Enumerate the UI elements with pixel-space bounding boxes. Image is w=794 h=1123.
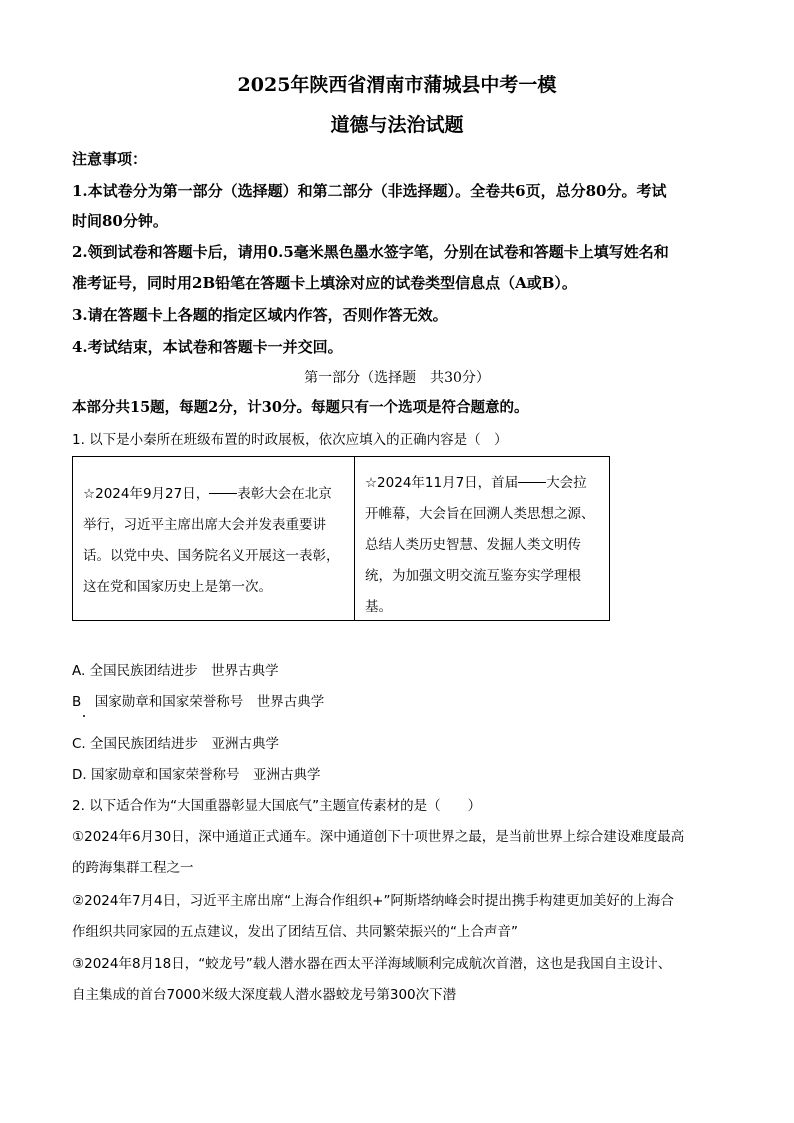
- notice-line: 准考证号，同时用2B铅笔在答题卡上填涂对应的试卷类型信息点（A或B）。: [72, 274, 577, 292]
- question-1-right-text-before: ☆2024年11月7日，首届: [364, 475, 519, 491]
- question-1-left-cell: [73, 457, 355, 620]
- question-1-left-text-after: 表彰大会在北京举行，习近平主席出席大会并发表重要讲话。以党中央、国务院名义开展这一表彰，这在党和国家历史上是第一次。: [83, 486, 340, 595]
- section-title: 第一部分（选择题 共30分）: [304, 370, 490, 386]
- section-intro: 本部分共15题，每题2分，计30分。每题只有一个选项是符合题意的。: [72, 399, 529, 416]
- question-2-material-line: ②2024年7月4日，习近平主席出席“上海合作组织+”阿斯塔纳峰会时提出携手构建更加美好的上海合: [72, 893, 674, 909]
- question-1-stem: 1. 以下是小秦所在班级布置的时政展板，依次应填入的正确内容是（ ）: [72, 432, 508, 448]
- notice-line: 2.领到试卷和答题卡后，请用0.5毫米黑色墨水签字笔，分别在试卷和答题卡上填写姓名和: [72, 243, 669, 261]
- question-2-material-line: ③2024年8月18日，“蛟龙号”载人潜水器在西太平洋海域顺利完成航次首潜，这也是我国自主设计、: [72, 956, 672, 972]
- notice-line: 3.请在答题卡上各题的指定区域内作答，否则作答无效。: [72, 306, 448, 324]
- answer-blank: [518, 482, 546, 483]
- exam-subtitle: 道德与法治试题: [330, 114, 464, 136]
- option-d: D. 国家勋章和国家荣誉称号 亚洲古典学: [72, 767, 321, 783]
- notice-line: 1.本试卷分为第一部分（选择题）和第二部分（非选择题）。全卷共6页，总分80分。考试: [72, 182, 667, 200]
- option-c: C. 全国民族团结进步 亚洲古典学: [72, 736, 280, 752]
- option-a: A. 全国民族团结进步 世界古典学: [72, 663, 279, 679]
- question-2-material-line: 的跨海集群工程之一: [72, 860, 194, 876]
- option-b: B 国家勋章和国家荣誉称号 世界古典学: [72, 694, 325, 710]
- notice-line: 时间80分钟。: [72, 212, 168, 230]
- question-2-material-line: ①2024年6月30日，深中通道正式通车。深中通道创下十项世界之最，是当前世界上综合建设难度最高: [72, 829, 685, 845]
- question-1-right-text-after: 大会拉开帷幕，大会旨在回溯人类思想之源、总结人类历史智慧、发掘人类文明传统，为加强文明交流互鉴夯实学理根基。: [364, 475, 595, 615]
- answer-blank: [209, 493, 237, 494]
- notice-line: 4.考试结束，本试卷和答题卡一并交回。: [72, 338, 343, 356]
- notice-heading: 注意事项：: [72, 150, 148, 168]
- exam-title: 2025年陕西省渭南市蒲城县中考一模: [237, 74, 557, 96]
- stray-mark: [83, 715, 85, 717]
- question-2-stem: 2. 以下适合作为“大国重器彰显大国底气”主题宣传素材的是（ ）: [72, 798, 482, 814]
- question-1-board-table: [72, 456, 610, 621]
- question-1-left-text-before: ☆2024年9月27日，: [83, 486, 210, 502]
- question-1-right-cell: [355, 457, 609, 620]
- question-2-material-line: 作组织共同家园的五点建议，发出了团结互信、共同繁荣振兴的“上合声音”: [72, 924, 518, 940]
- question-2-material-line: 自主集成的首台7000米级大深度载人潜水器蛟龙号第300次下潜: [72, 987, 457, 1003]
